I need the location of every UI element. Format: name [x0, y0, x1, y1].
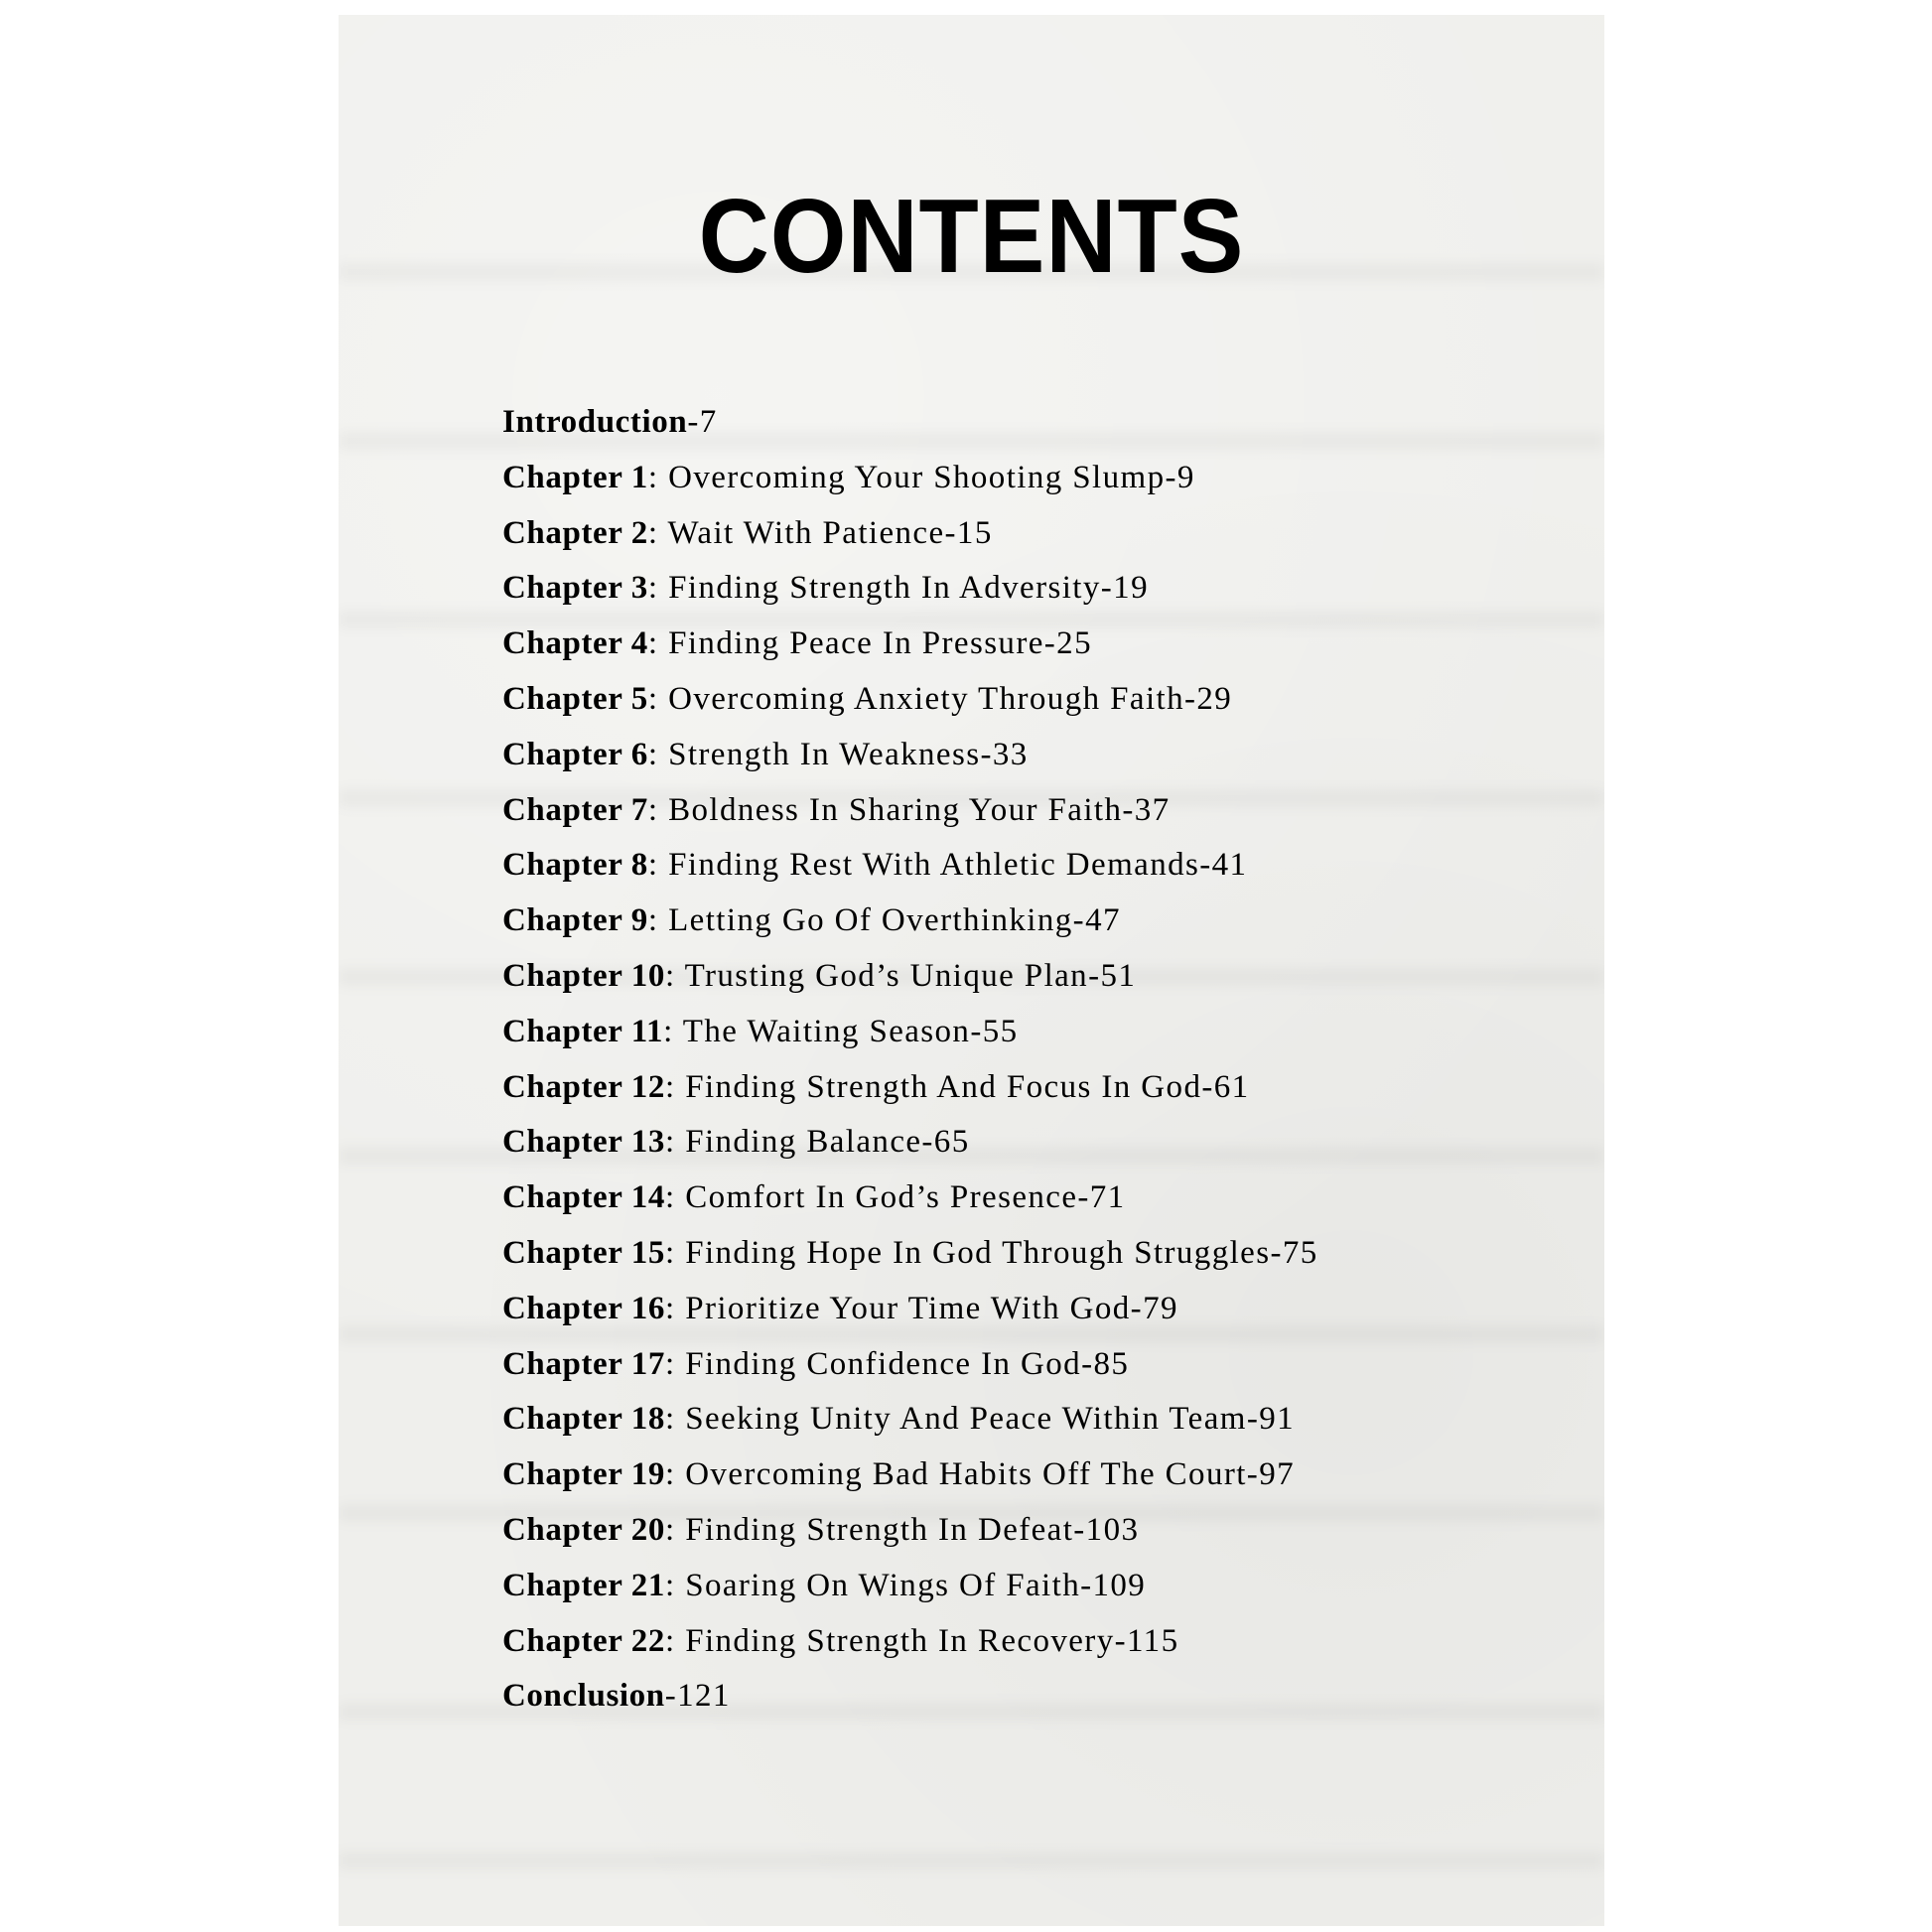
toc-entry	[502, 561, 1318, 617]
toc-entry-text: : Boldness In Sharing Your Faith-37	[647, 791, 1171, 828]
toc-entry	[502, 1392, 1318, 1448]
toc-entry-text: : Finding Hope In God Through Struggles-75	[664, 1234, 1318, 1271]
toc-entry-label: Chapter 10	[502, 957, 665, 994]
table-of-contents	[502, 395, 1318, 1725]
book-page	[339, 15, 1604, 1926]
toc-entry-label: Chapter 14	[502, 1179, 665, 1216]
toc-entry-label: Introduction	[502, 404, 688, 440]
toc-entry	[502, 728, 1318, 783]
toc-entry-text: : Finding Strength In Recovery-115	[664, 1622, 1179, 1659]
toc-entry	[502, 1226, 1318, 1282]
toc-entry	[502, 1337, 1318, 1393]
toc-entry-label: Chapter 4	[502, 625, 648, 662]
toc-entry	[502, 1614, 1318, 1670]
toc-entry	[502, 617, 1318, 672]
toc-entry	[502, 1448, 1318, 1503]
toc-entry-label: Chapter 13	[502, 1124, 665, 1161]
toc-entry-text: : Finding Confidence In God-85	[664, 1345, 1130, 1382]
show-through-texture	[339, 1852, 1604, 1869]
toc-entry-text: : Finding Rest With Athletic Demands-41	[647, 847, 1248, 884]
toc-entry	[502, 838, 1318, 894]
page-title: CONTENTS	[698, 178, 1245, 295]
toc-entry-label: Chapter 20	[502, 1511, 665, 1548]
toc-entry-label: Conclusion	[502, 1678, 665, 1715]
toc-entry-text: : Comfort In God’s Presence-71	[664, 1179, 1126, 1216]
toc-entry-label: Chapter 6	[502, 736, 648, 772]
toc-entry-text: : Finding Balance-65	[664, 1124, 970, 1161]
toc-entry	[502, 451, 1318, 506]
toc-entry	[502, 1559, 1318, 1614]
toc-entry-text: : Overcoming Bad Habits Off The Court-97	[664, 1456, 1295, 1493]
toc-entry	[502, 395, 1318, 451]
toc-entry	[502, 1503, 1318, 1559]
toc-entry-label: Chapter 5	[502, 680, 648, 717]
toc-entry-text: : Strength In Weakness-33	[647, 736, 1029, 772]
toc-entry	[502, 783, 1318, 839]
toc-entry-label: Chapter 17	[502, 1345, 665, 1382]
toc-entry-text: : Trusting God’s Unique Plan-51	[664, 957, 1137, 994]
toc-entry-text: : Prioritize Your Time With God-79	[664, 1290, 1178, 1326]
toc-entry-text: -121	[664, 1678, 731, 1715]
toc-entry-text: : The Waiting Season-55	[663, 1013, 1019, 1049]
toc-entry-label: Chapter 21	[502, 1567, 665, 1603]
toc-entry-text: : Wait With Patience-15	[647, 514, 993, 551]
toc-entry-text: : Finding Peace In Pressure-25	[647, 625, 1092, 662]
toc-entry-text: : Seeking Unity And Peace Within Team-91	[664, 1401, 1296, 1438]
toc-entry-label: Chapter 7	[502, 791, 648, 828]
toc-entry	[502, 672, 1318, 728]
toc-entry	[502, 949, 1318, 1005]
toc-entry	[502, 1005, 1318, 1060]
toc-entry-label: Chapter 18	[502, 1401, 665, 1438]
toc-entry-label: Chapter 22	[502, 1622, 665, 1659]
toc-entry	[502, 1282, 1318, 1337]
toc-entry-text: : Overcoming Your Shooting Slump-9	[647, 459, 1195, 495]
toc-entry-label: Chapter 8	[502, 847, 648, 884]
toc-entry-label: Chapter 15	[502, 1234, 665, 1271]
toc-entry-label: Chapter 9	[502, 902, 648, 939]
toc-entry-label: Chapter 11	[502, 1013, 664, 1049]
toc-entry	[502, 506, 1318, 562]
toc-entry	[502, 894, 1318, 949]
toc-entry-text: : Letting Go Of Overthinking-47	[647, 902, 1121, 939]
toc-entry-label: Chapter 19	[502, 1456, 665, 1493]
toc-entry-label: Chapter 3	[502, 570, 648, 607]
toc-entry-text: : Soaring On Wings Of Faith-109	[664, 1567, 1147, 1603]
toc-entry-text: -7	[687, 404, 718, 440]
toc-entry-text: : Finding Strength In Defeat-103	[664, 1511, 1140, 1548]
toc-entry	[502, 1060, 1318, 1116]
toc-entry-label: Chapter 16	[502, 1290, 665, 1326]
toc-entry	[502, 1669, 1318, 1725]
toc-entry-text: : Finding Strength And Focus In God-61	[664, 1068, 1250, 1105]
toc-entry-label: Chapter 12	[502, 1068, 665, 1105]
toc-entry	[502, 1171, 1318, 1226]
toc-entry-text: : Overcoming Anxiety Through Faith-29	[647, 680, 1233, 717]
toc-entry-label: Chapter 2	[502, 514, 648, 551]
toc-entry-text: : Finding Strength In Adversity-19	[647, 570, 1149, 607]
toc-entry-label: Chapter 1	[502, 459, 648, 495]
toc-entry	[502, 1115, 1318, 1171]
